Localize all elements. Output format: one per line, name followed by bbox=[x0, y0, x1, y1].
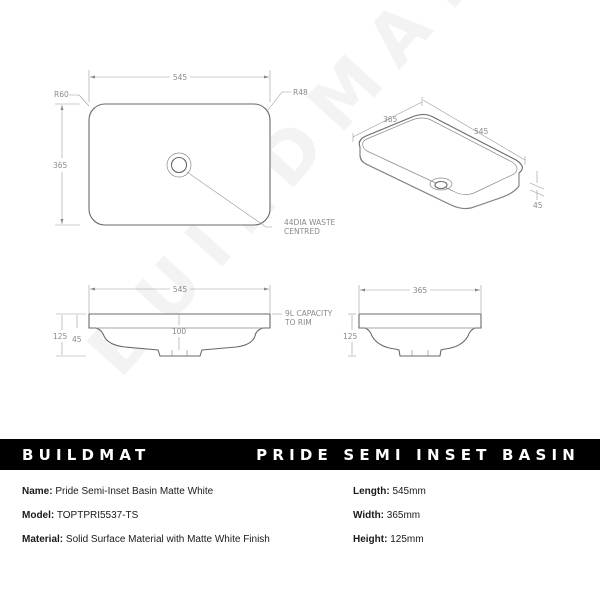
spec-value: 365mm bbox=[386, 510, 421, 521]
iso-length-label: 545 bbox=[474, 127, 489, 136]
spec-model bbox=[22, 508, 270, 532]
iso-basin-body bbox=[359, 115, 522, 209]
waste-label-2: CENTRED bbox=[284, 227, 320, 236]
spec-value: Pride Semi-Inset Basin Matte White bbox=[55, 486, 214, 497]
capacity-label: 9L CAPACITY bbox=[285, 309, 333, 318]
iso-rim-label: 45 bbox=[533, 201, 543, 210]
spec-value: 545mm bbox=[392, 486, 426, 497]
product-title: PRIDE SEMI INSET BASIN bbox=[256, 445, 580, 464]
spec-column-left bbox=[22, 484, 270, 556]
title-banner bbox=[0, 439, 600, 470]
front-width-label: 545 bbox=[172, 285, 188, 294]
side-basin-outline bbox=[359, 314, 481, 356]
spec-key: Width: bbox=[353, 510, 385, 521]
spec-key: Length: bbox=[353, 486, 390, 497]
iso-width-label: 365 bbox=[383, 115, 398, 124]
waste-label: 44DIA WASTE bbox=[284, 218, 336, 227]
side-width-label: 365 bbox=[412, 286, 428, 295]
corner-radius-left-label: R60 bbox=[54, 90, 69, 99]
spec-width bbox=[353, 508, 426, 532]
front-rim-height-label: 45 bbox=[72, 335, 82, 344]
spec-length bbox=[353, 484, 426, 508]
spec-value: TOPTPRI5537-TS bbox=[56, 510, 139, 521]
spec-key: Height: bbox=[353, 534, 388, 545]
spec-material bbox=[22, 532, 270, 556]
capacity-label-2: TO RIM bbox=[285, 318, 312, 327]
spec-key: Name: bbox=[22, 486, 53, 497]
front-total-height-label: 125 bbox=[53, 332, 68, 341]
spec-column-right bbox=[353, 484, 426, 556]
spec-name bbox=[22, 484, 270, 508]
spec-height bbox=[353, 532, 426, 556]
spec-key: Model: bbox=[22, 510, 55, 521]
brand-logo: BUILDMAT bbox=[22, 445, 151, 464]
spec-key: Material: bbox=[22, 534, 64, 545]
waste-hole bbox=[172, 158, 187, 173]
side-height-label: 125 bbox=[343, 332, 358, 341]
plan-height-label: 365 bbox=[53, 161, 68, 170]
corner-radius-right-label: R48 bbox=[293, 88, 308, 97]
spec-value: Solid Surface Material with Matte White Finish bbox=[65, 534, 270, 545]
front-depth-label: 100 bbox=[171, 327, 187, 336]
plan-width-label: 545 bbox=[172, 73, 188, 82]
spec-value: 125mm bbox=[390, 534, 424, 545]
side-elevation bbox=[343, 285, 481, 356]
